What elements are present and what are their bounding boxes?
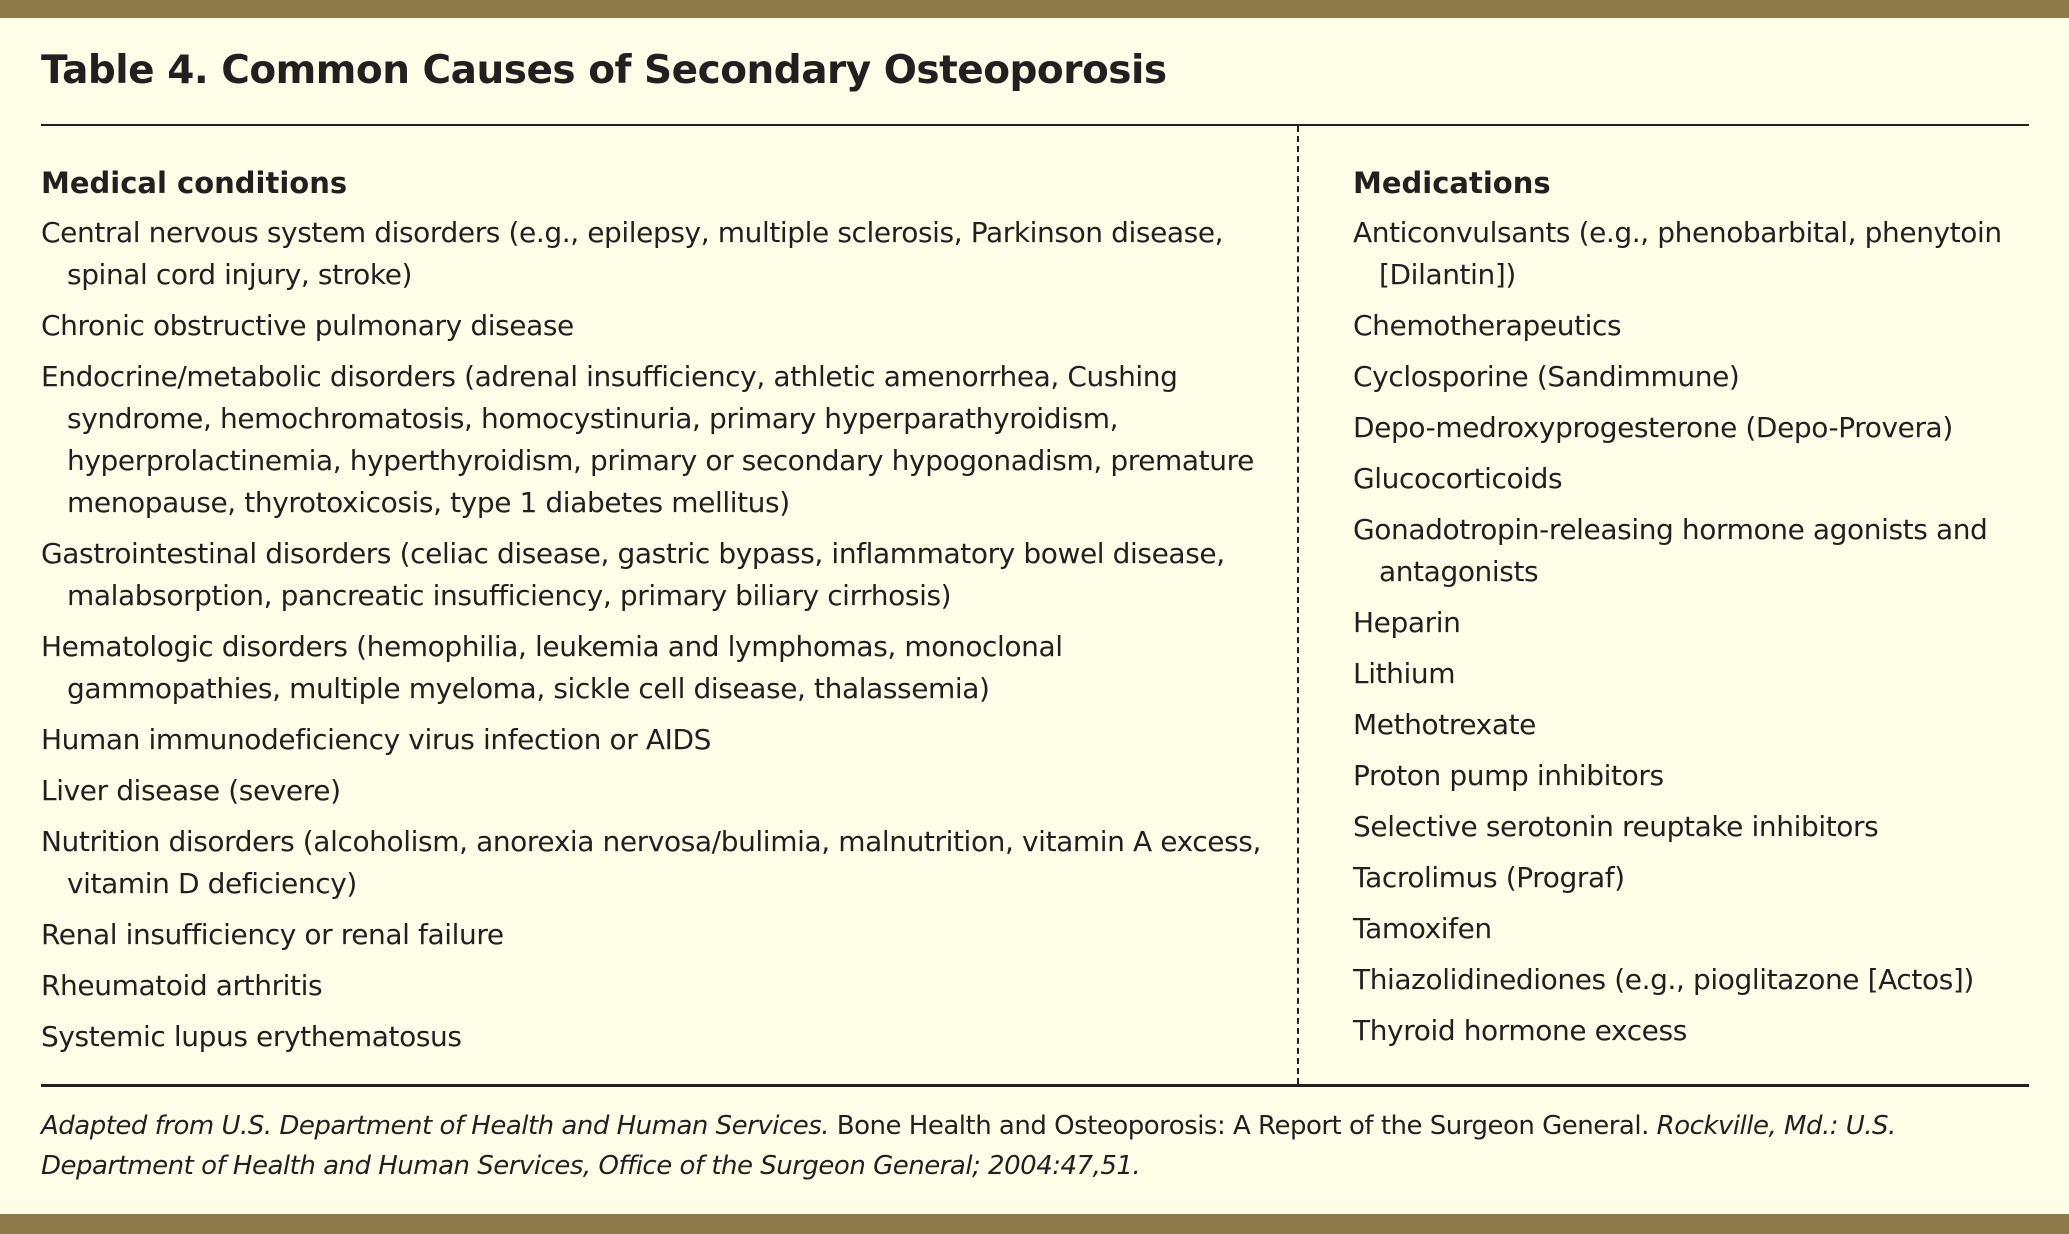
medical-conditions-column [41, 162, 1271, 1067]
list-item: Lithium [1353, 657, 1456, 690]
list-item: Gastrointestinal disorders (celiac disease, gastric bypass, inflammatory bowel disease, malabsorption, pancreatic insufficiency, primary biliary cirrhosis) [41, 537, 1225, 612]
column-header: Medical conditions [41, 166, 348, 200]
list-item: Glucocorticoids [1353, 462, 1563, 495]
list-item: Hematologic disorders (hemophilia, leukemia and lymphomas, monoclonal gammopathies, multiple myeloma, sickle cell disease, thalassemia) [41, 630, 1063, 705]
list-item: Chemotherapeutics [1353, 309, 1622, 342]
list-item: Systemic lupus erythematosus [41, 1020, 462, 1053]
list-item: Thyroid hormone excess [1353, 1014, 1687, 1047]
column-header: Medications [1353, 166, 1551, 200]
top-decorative-bar [0, 0, 2069, 18]
list-item: Central nervous system disorders (e.g., epilepsy, multiple sclerosis, Parkinson disease, spinal cord injury, stroke) [41, 216, 1224, 291]
title-rule [41, 124, 2029, 126]
list-item: Liver disease (severe) [41, 774, 341, 807]
medications-column [1353, 162, 2043, 1061]
footnote-report-title: Bone Health and Osteoporosis: A Report of the Surgeon General. [829, 1111, 1657, 1141]
list-item: Tacrolimus (Prograf) [1353, 861, 1625, 894]
list-item: Tamoxifen [1353, 912, 1492, 945]
list-item: Rheumatoid arthritis [41, 969, 323, 1002]
medical-conditions-list [41, 212, 1271, 1058]
list-item: Methotrexate [1353, 708, 1536, 741]
footnote-source: Adapted from U.S. Department of Health and Human Services. [41, 1111, 830, 1141]
list-item: Gonadotropin-releasing hormone agonists and antagonists [1353, 513, 1988, 588]
medications-list [1353, 212, 2043, 1052]
table-title: Table 4. Common Causes of Secondary Osteoporosis [41, 48, 1167, 93]
list-item: Anticonvulsants (e.g., phenobarbital, phenytoin [Dilantin]) [1353, 216, 2002, 291]
list-item: Chronic obstructive pulmonary disease [41, 309, 574, 342]
list-item: Endocrine/metabolic disorders (adrenal insufficiency, athletic amenorrhea, Cushing syndrome, hemochromatosis, homocystinuria, primary hyperparathyroidism, hyperprolactinemia, hyperthyroidism, primary or secondary hypogonadism, premature menopause, thyrotoxicosis, type 1 diabetes mellitus) [41, 360, 1254, 519]
list-item: Proton pump inhibitors [1353, 759, 1664, 792]
list-item: Selective serotonin reuptake inhibitors [1353, 810, 1879, 843]
list-item: Renal insufficiency or renal failure [41, 918, 504, 951]
footnote [41, 1106, 2031, 1186]
list-item: Cyclosporine (Sandimmune) [1353, 360, 1740, 393]
bottom-decorative-bar [0, 1214, 2069, 1234]
list-item: Human immunodeficiency virus infection or AIDS [41, 723, 712, 756]
column-divider [1297, 126, 1299, 1084]
footer-rule [41, 1084, 2029, 1087]
list-item: Depo-medroxyprogesterone (Depo-Provera) [1353, 411, 1953, 444]
list-item: Nutrition disorders (alcoholism, anorexia nervosa/bulimia, malnutrition, vitamin A excess, vitamin D deficiency) [41, 825, 1261, 900]
list-item: Thiazolidinediones (e.g., pioglitazone [Actos]) [1353, 963, 1974, 996]
list-item: Heparin [1353, 606, 1461, 639]
footnote-publisher: Rockville, Md.: U.S. Department of Health and Human Services, Office of the Surgeon General; 2004:47,51. [41, 1111, 1896, 1181]
